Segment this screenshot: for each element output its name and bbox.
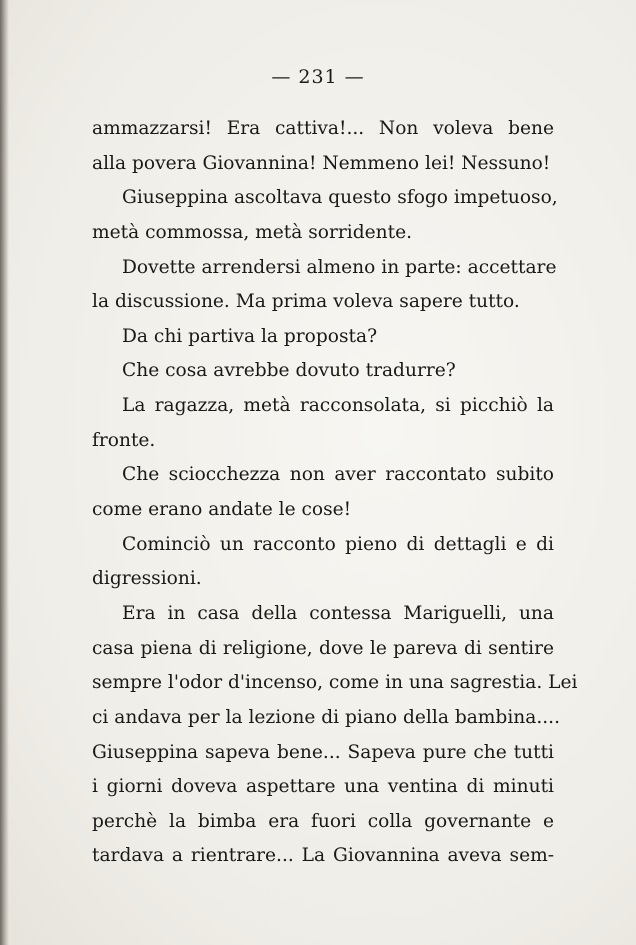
text-line: alla povera Giovannina! Nemmeno lei! Nessuno! — [92, 152, 551, 174]
text-line: Cominciò un racconto pieno di dettagli e di — [122, 533, 554, 555]
text-line: sempre l'odor d'incenso, come in una sagrestia. Lei — [92, 672, 578, 694]
text-line: la discussione. Ma prima voleva sapere tutto. — [92, 291, 520, 313]
text-line: metà commossa, metà sorridente. — [92, 221, 412, 243]
page-number: — 231 — — [271, 66, 365, 88]
text-line: Giuseppina ascoltava questo sfogo impetuoso, — [122, 187, 558, 209]
body-text — [92, 112, 578, 874]
text-line: perchè la bimba era fuori colla governante e — [92, 810, 554, 832]
text-line: Giuseppina sapeva bene... Sapeva pure che tutti — [92, 741, 554, 763]
text-line: i giorni doveva aspettare una ventina di minuti — [92, 776, 554, 798]
text-line: casa piena di religione, dove le pareva di sentire — [92, 637, 554, 659]
text-line: Dovette arrendersi almeno in parte: accettare — [122, 256, 557, 278]
text-line: Che sciocchezza non aver raccontato subito — [122, 464, 554, 486]
text-line: fronte. — [92, 429, 156, 451]
text-line: Era in casa della contessa Mariguelli, una — [122, 602, 554, 624]
text-line: come erano andate le cose! — [92, 499, 352, 521]
text-line: La ragazza, metà racconsolata, si picchiò la — [122, 395, 554, 417]
text-line: ammazzarsi! Era cattiva!... Non voleva bene — [92, 118, 554, 139]
text-line: Che cosa avrebbe dovuto tradurre? — [122, 360, 456, 382]
page-binding-edge — [0, 0, 9, 945]
text-line: ci andava per la lezione di piano della bambina.... — [92, 706, 560, 728]
text-line: tardava a rientrare... La Giovannina aveva sem- — [92, 845, 554, 867]
text-line: Da chi partiva la proposta? — [122, 325, 378, 347]
text-line: digressioni. — [92, 568, 202, 590]
